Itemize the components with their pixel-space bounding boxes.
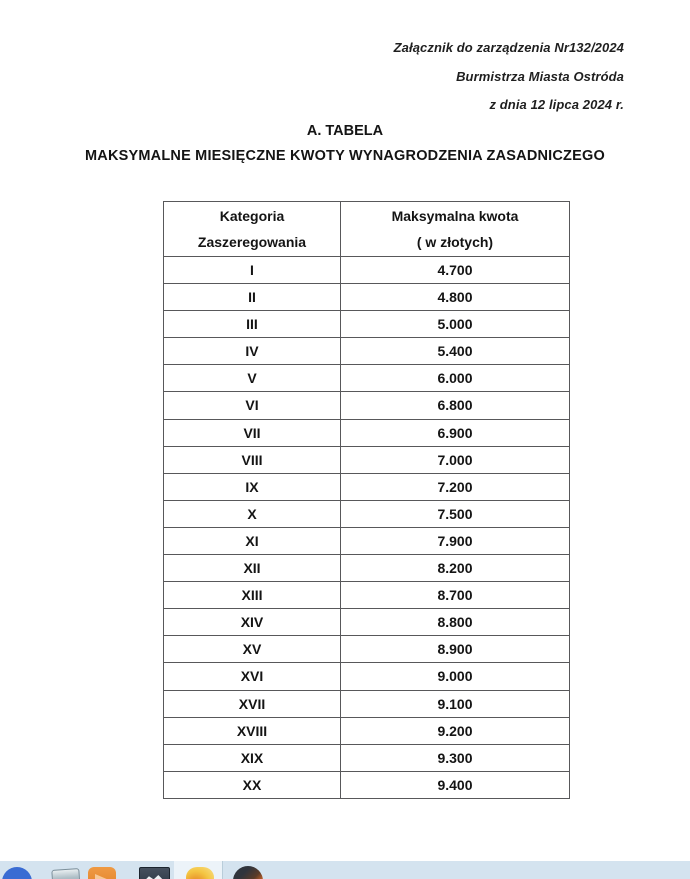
category-cell: XIV xyxy=(164,609,341,636)
column-header-amount-line2: ( w złotych) xyxy=(416,234,494,250)
amount-cell: 7.900 xyxy=(341,527,570,554)
amount-cell: 7.200 xyxy=(341,473,570,500)
amount-cell: 9.100 xyxy=(341,690,570,717)
amount-cell: 9.300 xyxy=(341,744,570,771)
table-row xyxy=(164,257,570,284)
table-row xyxy=(164,446,570,473)
amount-cell: 8.700 xyxy=(341,582,570,609)
table-row xyxy=(164,365,570,392)
column-header-category-line2: Zaszeregowania xyxy=(197,234,307,250)
bird-glyph xyxy=(145,875,163,879)
taskbar-separator xyxy=(222,861,223,879)
amount-cell: 8.200 xyxy=(341,555,570,582)
column-header-amount-line1: Maksymalna kwota xyxy=(391,208,519,224)
category-cell: XVIII xyxy=(164,717,341,744)
annex-note-line-1: Załącznik do zarządzenia Nr132/2024 xyxy=(393,40,624,55)
media-player-orange-icon[interactable] xyxy=(88,867,116,879)
annex-note-line-2: Burmistrza Miasta Ostróda xyxy=(456,68,624,84)
table-row xyxy=(164,744,570,771)
category-cell: I xyxy=(164,257,341,284)
active-app-colorful-icon[interactable] xyxy=(186,867,214,879)
category-cell: VI xyxy=(164,392,341,419)
amount-cell: 7.500 xyxy=(341,500,570,527)
column-header-amount xyxy=(341,202,570,257)
column-header-category-line1: Kategoria xyxy=(219,208,285,224)
play-glyph xyxy=(95,874,109,879)
category-cell: III xyxy=(164,311,341,338)
amount-cell: 4.800 xyxy=(341,284,570,311)
table-row xyxy=(164,419,570,446)
table-row xyxy=(164,609,570,636)
category-cell: VIII xyxy=(164,446,341,473)
category-cell: II xyxy=(164,284,341,311)
amount-cell: 6.000 xyxy=(341,365,570,392)
column-header-category xyxy=(164,202,341,257)
amount-cell: 9.200 xyxy=(341,717,570,744)
table-row xyxy=(164,771,570,798)
category-cell: X xyxy=(164,500,341,527)
section-label: A. TABELA xyxy=(306,123,384,139)
office-dark-bird-icon[interactable] xyxy=(139,867,170,879)
category-cell: XV xyxy=(164,636,341,663)
salary-table-wrap xyxy=(163,201,570,799)
table-row xyxy=(164,392,570,419)
table-row xyxy=(164,636,570,663)
table-row xyxy=(164,284,570,311)
table-row xyxy=(164,555,570,582)
amount-cell: 9.400 xyxy=(341,771,570,798)
browser-blue-icon[interactable] xyxy=(2,867,32,879)
table-row xyxy=(164,473,570,500)
amount-cell: 9.000 xyxy=(341,663,570,690)
file-manager-icon[interactable] xyxy=(51,868,80,879)
category-cell: XIX xyxy=(164,744,341,771)
category-cell: VII xyxy=(164,419,341,446)
firefox-like-browser-icon[interactable] xyxy=(233,866,263,879)
category-cell: XIII xyxy=(164,582,341,609)
category-cell: IV xyxy=(164,338,341,365)
amount-cell: 7.000 xyxy=(341,446,570,473)
amount-cell: 6.800 xyxy=(341,392,570,419)
table-row xyxy=(164,527,570,554)
amount-cell: 8.800 xyxy=(341,609,570,636)
table-row xyxy=(164,717,570,744)
category-cell: XX xyxy=(164,771,341,798)
category-cell: V xyxy=(164,365,341,392)
category-cell: IX xyxy=(164,473,341,500)
amount-cell: 5.400 xyxy=(341,338,570,365)
amount-cell: 5.000 xyxy=(341,311,570,338)
table-row xyxy=(164,582,570,609)
amount-cell: 8.900 xyxy=(341,636,570,663)
salary-table-body xyxy=(164,257,570,799)
table-row xyxy=(164,500,570,527)
category-cell: XII xyxy=(164,555,341,582)
category-cell: XI xyxy=(164,527,341,554)
category-cell: XVII xyxy=(164,690,341,717)
annex-note-line-3: z dnia 12 lipca 2024 r. xyxy=(489,97,624,112)
table-header-row xyxy=(164,202,570,257)
taskbar xyxy=(0,861,690,879)
salary-table xyxy=(163,201,570,799)
amount-cell: 4.700 xyxy=(341,257,570,284)
table-row xyxy=(164,311,570,338)
page-title: MAKSYMALNE MIESIĘCZNE KWOTY WYNAGRODZENIA ZASADNICZEGO xyxy=(85,148,605,164)
amount-cell: 6.900 xyxy=(341,419,570,446)
category-cell: XVI xyxy=(164,663,341,690)
table-row xyxy=(164,663,570,690)
table-row xyxy=(164,338,570,365)
annex-note xyxy=(394,34,624,120)
table-row xyxy=(164,690,570,717)
